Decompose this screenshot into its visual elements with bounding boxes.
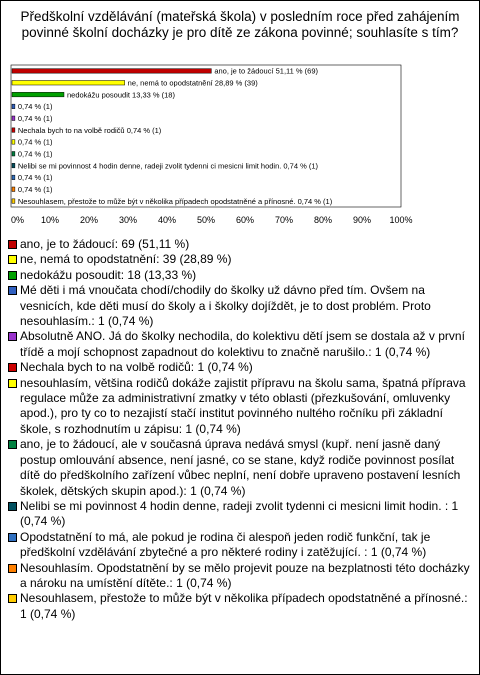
legend-item — [7, 437, 473, 499]
legend-label: ano, je to žádoucí, ale v současná úprava nedává smysl (kupř. není jasně daný postup omlouvání absence, není jasné, co se stane, když rodiče povinnost posílat dítě do předškolního zařízení vůbec neplní, není dobře upraveno postavení lesních školek, dětských skupin apod.): 1 (0,74 %) — [20, 437, 461, 498]
legend — [7, 237, 473, 622]
legend-label: ano, je to žádoucí: 69 (51,11 %) — [20, 237, 190, 251]
bar — [12, 128, 15, 133]
legend-label: Nelibi se mi povinnost 4 hodin denne, radeji zvolit tydenni ci mesicni limit hodin. : 1 (0,74 %) — [20, 498, 459, 529]
legend-label: Absolutně ANO. Já do školky nechodila, do kolektivu dětí jsem se dostala až v první třídě a mojí schopnost zapadnout do kolektivu to značně narušilo.: 1 (0,74 %) — [20, 329, 465, 359]
x-tick-label: 0% — [11, 215, 25, 225]
bar — [12, 163, 15, 168]
bar — [12, 140, 15, 145]
x-tick-label: 100% — [389, 215, 413, 225]
bar-data-label: 0,74 % (1) — [17, 173, 53, 183]
x-tick-label: 60% — [235, 215, 255, 225]
bar-data-label: Nechala bych to na volbě rodičů 0,74 % (1) — [17, 125, 162, 135]
legend-swatch — [8, 533, 17, 542]
x-tick-label: 10% — [40, 215, 60, 225]
legend-swatch — [8, 502, 17, 511]
bar-data-label: ano, je to žádoucí 51,11 % (69) — [214, 66, 319, 76]
legend-swatch — [8, 594, 17, 603]
legend-swatch — [8, 286, 17, 295]
legend-swatch — [8, 564, 17, 573]
legend-swatch — [8, 255, 17, 264]
x-tick-label: 90% — [352, 215, 372, 225]
legend-item — [7, 237, 473, 252]
bar-data-label: 0,74 % (1) — [17, 149, 53, 159]
legend-item — [7, 376, 473, 438]
legend-swatch — [8, 379, 17, 388]
x-tick-label: 80% — [313, 215, 333, 225]
legend-item — [7, 329, 473, 360]
legend-item — [7, 499, 473, 530]
x-tick-label: 70% — [274, 215, 294, 225]
legend-label: Nesouhlasím. Opodstatnění by se mělo projevit pouze na bezplatnosti této docházky a nároku na umístění dítěte.: 1 (0,74 %) — [20, 560, 470, 590]
bar — [12, 175, 15, 180]
legend-item — [7, 252, 473, 267]
bar — [12, 199, 15, 204]
bar — [12, 81, 125, 86]
legend-label: Nesouhlasem, přestože to může být v několika případech opodstatněné a přínosné.: 1 (0,74 %) — [20, 591, 468, 621]
legend-item — [7, 530, 473, 561]
legend-label: Mé děti i má vnoučata chodí/chodily do školky už dávno před tím. Ovšem na vesnicích, kde děti musí do školy a i školky dojíždět, je to dost problém. Proto nesouhlasím.: 1 (0,74 %) — [20, 283, 431, 329]
legend-label: nesouhlasím, většina rodičů dokáže zajistit přípravu na školu sama, špatná příprava regulace může za administrativní zmatky v této oblasti (přezkušování, omluvenky apod.), pro ty co to nezajistí stačí institut povinného nultého ročníku při základní škole, s rozhodnutím u zápisu: 1 (0,74 %) — [20, 375, 466, 436]
bar — [12, 187, 15, 192]
legend-label: nedokážu posoudit: 18 (13,33 %) — [20, 267, 197, 282]
legend-item — [7, 561, 473, 592]
bar-data-label: Nelibi se mi povinnost 4 hodin denne, radeji zvolit tydenni ci mesicni limit hodin. 0,74 % (1) — [17, 161, 319, 171]
x-tick-label: 50% — [196, 215, 216, 225]
legend-item — [7, 283, 473, 329]
bar — [12, 104, 15, 109]
bar — [12, 69, 211, 74]
bar-data-label: 0,74 % (1) — [17, 102, 53, 112]
bar-data-label: 0,74 % (1) — [17, 114, 53, 124]
bar-data-label: Nesouhlasem, přestože to může být v několika případech opodstatněné a přínosné. 0,74 % (1) — [17, 196, 333, 206]
legend-swatch — [8, 271, 17, 280]
bar-data-label: nedokážu posoudit 13,33 % (18) — [66, 90, 175, 100]
legend-item — [7, 268, 473, 283]
bar-chart-svg — [1, 1, 479, 231]
legend-item — [7, 360, 473, 375]
bar — [12, 152, 15, 157]
legend-label: ne, nemá to opodstatnění: 39 (28,89 %) — [20, 252, 232, 267]
chart-title: Předškolní vzdělávání (mateřská škola) v posledním roce před zahájením povinné školní docházky je pro dítě ze zákona povinné; souhlasíte s tím? — [20, 9, 460, 40]
bar-data-label: ne, nemá to opodstatnění 28,89 % (39) — [127, 78, 258, 88]
legend-label: Nechala bych to na volbě rodičů: 1 (0,74 %) — [20, 360, 253, 375]
bar — [12, 92, 64, 97]
bar-data-label: 0,74 % (1) — [17, 185, 53, 195]
x-tick-label: 40% — [157, 215, 177, 225]
legend-swatch — [8, 240, 17, 249]
x-tick-label: 20% — [79, 215, 99, 225]
bar — [12, 116, 15, 121]
legend-swatch — [8, 440, 17, 449]
legend-label: Opodstatnění to má, ale pokud je rodina či alespoň jeden rodič funkční, tak je předškolní vzdělávání zbytečné a pro některé rodiny i zatěžující. : 1 (0,74 %) — [20, 529, 431, 560]
legend-item — [7, 591, 473, 622]
legend-swatch — [8, 332, 17, 341]
bar-data-label: 0,74 % (1) — [17, 137, 53, 147]
x-tick-label: 30% — [118, 215, 138, 225]
legend-swatch — [8, 363, 17, 372]
